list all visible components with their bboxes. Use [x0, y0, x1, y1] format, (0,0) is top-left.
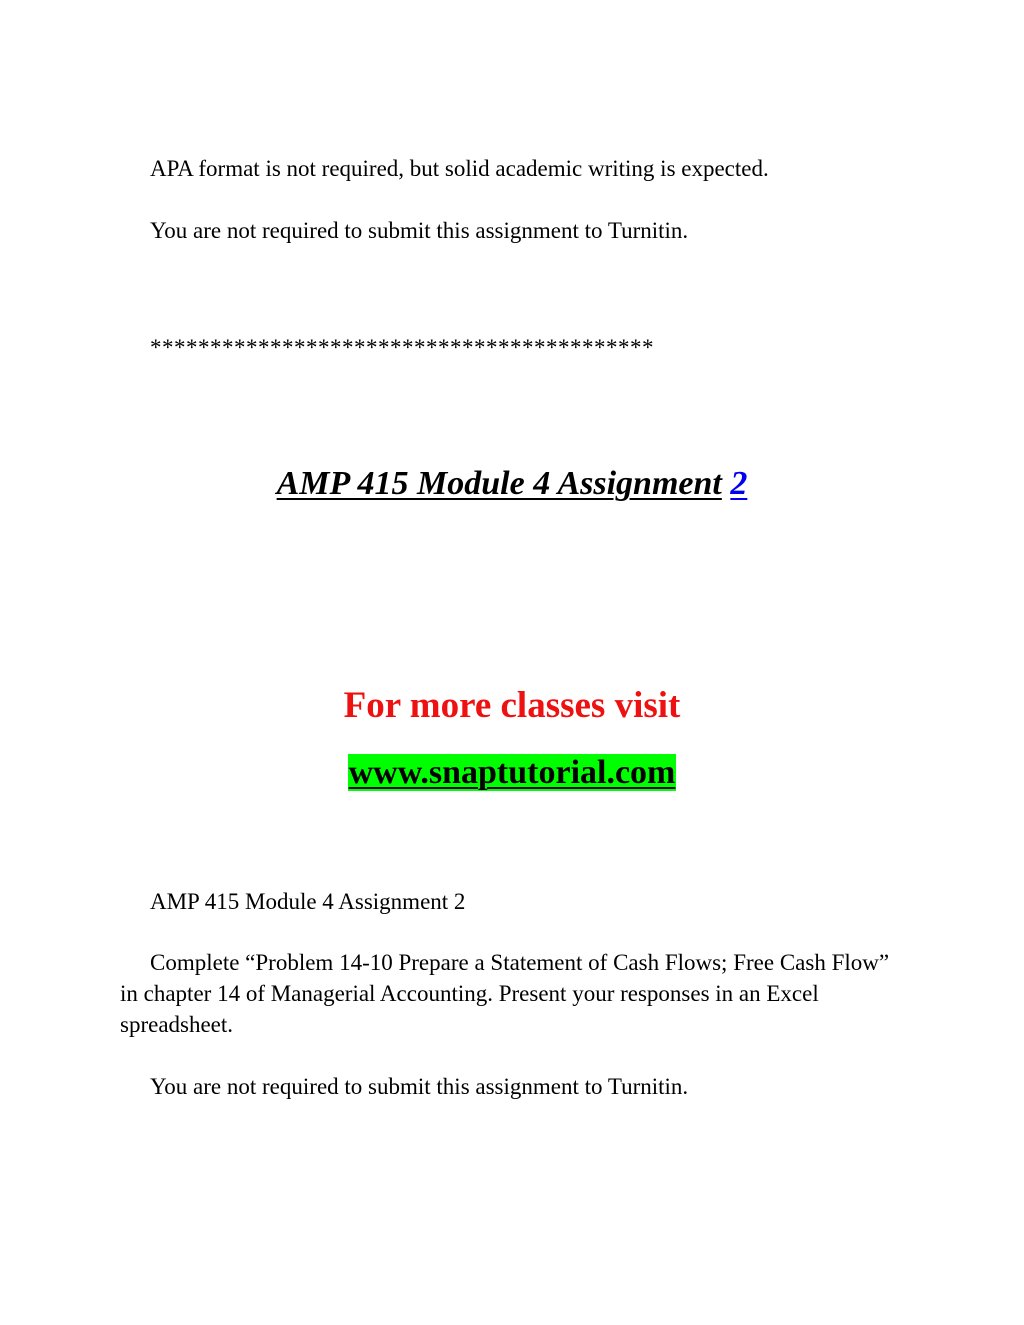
- assignment-title-text: AMP 415 Module 4 Assignment: [276, 465, 722, 502]
- apa-note: APA format is not required, but solid academic writing is expected.: [150, 156, 769, 181]
- turnitin-note-footer: You are not required to submit this assignment to Turnitin.: [150, 1074, 689, 1099]
- assignment-subtitle: AMP 415 Module 4 Assignment 2: [150, 889, 466, 914]
- website-link[interactable]: www.snaptutorial.com: [348, 754, 676, 791]
- assignment-instructions: Complete “Problem 14-10 Prepare a Statement of Cash Flows; Free Cash Flow” in chapter 14 of Managerial Accounting. Present your responses in an Excel spreadsheet.: [120, 950, 890, 1037]
- assignment-number-link[interactable]: 2: [730, 465, 748, 502]
- assignment-title: [0, 462, 1024, 506]
- promo-text: For more classes visit: [343, 685, 681, 726]
- separator: ******************************************: [150, 335, 654, 360]
- turnitin-note: You are not required to submit this assignment to Turnitin.: [150, 218, 689, 243]
- website-line: [0, 751, 1024, 795]
